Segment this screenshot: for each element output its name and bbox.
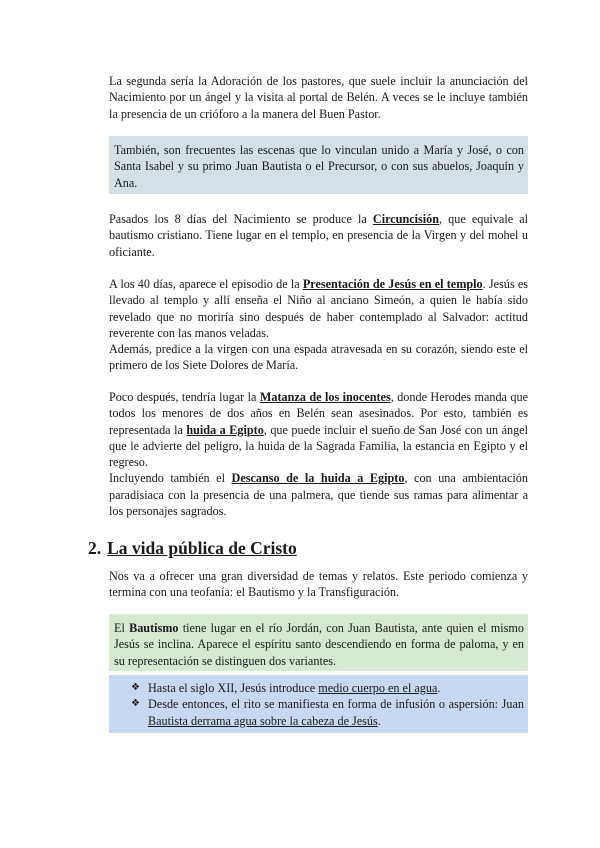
text: Poco después, tendría lugar la	[109, 390, 260, 404]
diamond-bullet-icon: ❖	[131, 682, 140, 693]
text: Desde entonces, el rito se manifiesta en forma de infusión o aspersión: Juan	[148, 697, 524, 712]
section-heading	[88, 538, 297, 559]
text: , con una ambientación paradisiaca con la presencia de una palmera, que tiende sus ramas para alimentar a los personajes sagrados.	[109, 471, 528, 519]
text: , donde Herodes manda que todos los menores de dos años en Belén sean asesinados. Por esto, también es representada la	[109, 390, 528, 437]
text: .	[437, 681, 441, 695]
paragraph-adoracion: La segunda sería la Adoración de los pastores, que suele incluir la anunciación del Nacimiento por un ángel y la visita al portal de Belén. A veces se le incluye también la presencia de un crióforo a la manera del Buen Pastor.	[109, 74, 528, 121]
link-huida-egipto[interactable]: huida a Egipto	[186, 422, 264, 437]
text: Pasados los 8 días del Nacimiento se produce la	[109, 212, 373, 226]
callout-box-family	[109, 136, 528, 194]
text: , que puede incluir el sueño de San José con un ángel que le advierte del peligro, la huida de la Sagrada Familia, la estancia en Egipto y el regreso.	[109, 422, 528, 470]
text: .	[377, 713, 381, 728]
section-title: La vida pública de Cristo	[107, 538, 297, 558]
list-item	[114, 680, 524, 696]
callout-box-bautismo	[109, 614, 528, 671]
text: Además, predice a la virgen con una espada atravesada en su corazón, siendo este el primero de los Siete Dolores de María.	[109, 342, 528, 373]
bautismo-text	[114, 620, 524, 669]
link-descanso-huida[interactable]: Descanso de la huida a Egipto	[231, 471, 405, 486]
text: . Jesús es llevado al templo y allí enseña el Niño al anciano Simeón, a quien le había sido revelado que no moriría sino después de haber contemplado al Salvador: actitud reverente con las manos veladas.	[109, 277, 528, 340]
text: El	[114, 621, 130, 635]
section-intro: Nos va a ofrecer una gran diversidad de temas y relatos. Este periodo comienza y termina con una teofanía: el Bautismo y la Transfiguración.	[109, 569, 528, 600]
text: Incluyendo también el	[109, 471, 232, 486]
bautismo-bold: Bautismo	[129, 621, 179, 635]
link-circuncision[interactable]: Circuncisión	[372, 212, 440, 226]
section-number: 2.	[88, 538, 102, 558]
list-item	[114, 696, 524, 729]
underlined-text: Bautista derrama agua sobre la cabeza de Jesús	[148, 713, 378, 728]
paragraph-circuncision	[109, 211, 528, 260]
callout-box-variants	[109, 675, 528, 733]
paragraph-matanza	[109, 389, 528, 519]
diamond-bullet-icon: ❖	[131, 698, 140, 710]
variants-list	[114, 680, 524, 729]
text: , que equivale al bautismo cristiano. Tiene lugar en el templo, en presencia de la Virgen y del mohel u oficiante.	[109, 212, 528, 259]
text: Hasta el siglo XII, Jesús introduce	[148, 681, 319, 695]
underlined-text: medio cuerpo en el agua	[318, 681, 438, 695]
paragraph-presentacion	[109, 276, 528, 374]
text: tiene lugar en el río Jordán, con Juan Bautista, ante quien el mismo Jesús se inclina. Aparece el espíritu santo descendiendo en forma de paloma, y en su representación se distinguen dos variantes.	[114, 621, 524, 668]
text: A los 40 días, aparece el episodio de la	[109, 277, 303, 291]
link-presentacion[interactable]: Presentación de Jesús en el templo	[302, 277, 483, 291]
callout-text: También, son frecuentes las escenas que lo vinculan unido a María y José, o con Santa Isabel y su primo Juan Bautista o el Precursor, o con sus abuelos, Joaquín y Ana.	[114, 143, 524, 190]
link-matanza-inocentes[interactable]: Matanza de los inocentes	[259, 390, 391, 404]
